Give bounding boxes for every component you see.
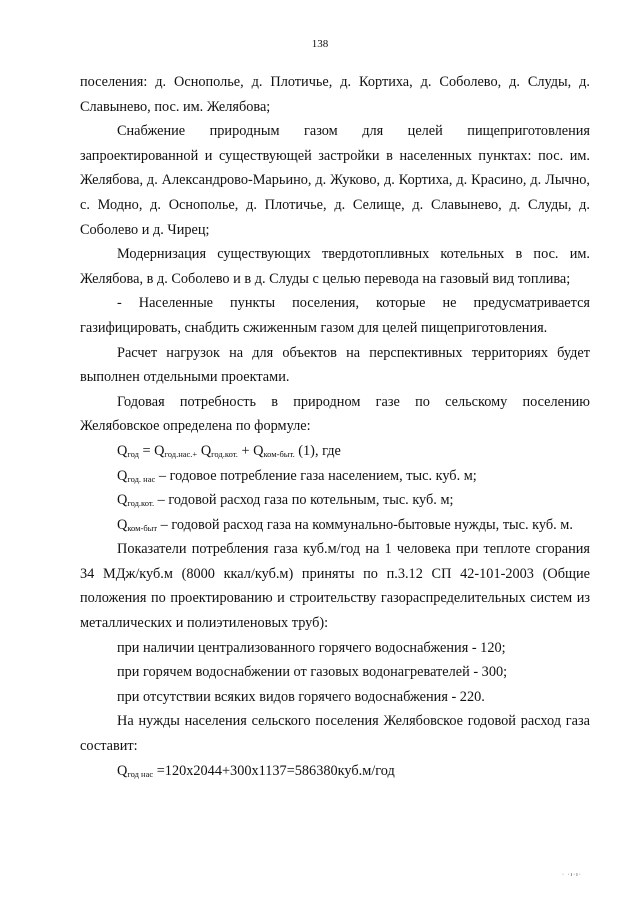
definition-population: $Q_{год. нас}$ – годовое потребление газа населением, тыс. куб. м; (117, 467, 477, 484)
definition-boilers: $Q_{год.кот.}$ – годовой расход газа по котельным, тыс. куб. м; (117, 492, 454, 509)
paragraph-boiler-modernization: Модернизация существующих твердотопливных котельных в пос. им. Желябова, в д. Соболево и в д. Слуды с целью перевода на газовый вид топлива; (80, 246, 590, 287)
paragraph-liquefied-gas: - Населенные пункты поселения, которые не предусматривается газифицировать, снабдить сжиженным газом для целей пищеприготовления. (80, 295, 590, 336)
scan-mark: · ·ı·ı· (562, 872, 582, 878)
paragraph-consumption-rates: Показатели потребления газа куб.м/год на 1 человека при теплоте сгорания 34 МДж/куб.м (8000 ккал/куб.м) приняты по п.3.12 СП 42-101-2003 (Общие положения по проектированию и строительству газораспределительных систем из металлических и полиэтиленовых труб): (80, 541, 590, 632)
paragraph-load-calculation: Расчет нагрузок на для объектов на перспективных территориях будет выполнен отдельными проектами. (80, 344, 590, 386)
list-item: при отсутствии всяких видов горячего водоснабжения - 220. (117, 688, 485, 705)
paragraph-annual-demand: Годовая потребность в природном газе по сельскому поселению Желябовское определена по формуле: (80, 393, 590, 435)
paragraph-settlements-continued: поселения: д. Оснополье, д. Плотичье, д. Кортиха, д. Соболево, д. Слуды, д. Славынево, пос. им. Желябова; (80, 74, 590, 115)
list-item: при горячем водоснабжении от газовых водонагревателей - 300; (117, 664, 508, 681)
list-item: при наличии централизованного горячего водоснабжения - 120; (117, 639, 506, 656)
calculation-line: $Q_{год нас} =120х2044+300х1137=586380куб.м/год$ (117, 762, 395, 779)
document-body (80, 70, 590, 783)
paragraph-population-needs: На нужды населения сельского поселения Желябовское годовой расход газа составит: (80, 713, 590, 755)
formula-line: $Q_{год} = Q_{год.нас.+}$ $Q_{год.кот.} + Q_{ком-быт.}$ (1), где (117, 442, 341, 459)
page-number: 138 (311, 38, 329, 50)
definition-communal: $Q_{ком-быт}$ – годовой расход газа на коммунально-бытовые нужды, тыс. куб. м. (117, 516, 573, 533)
paragraph-gas-supply: Снабжение природным газом для целей пищеприготовления запроектированной и существующей застройки в населенных пунктах: пос. им. Желябова, д. Александрово-Марьино, д. Жуково, д. Кортиха, д. Красино, д. Лычно, с. Модно, д. Оснополье, д. Плотичье, д. Селище, д. Славынево, д. Слуды, д. Соболево и д. Чирец; (80, 123, 590, 238)
